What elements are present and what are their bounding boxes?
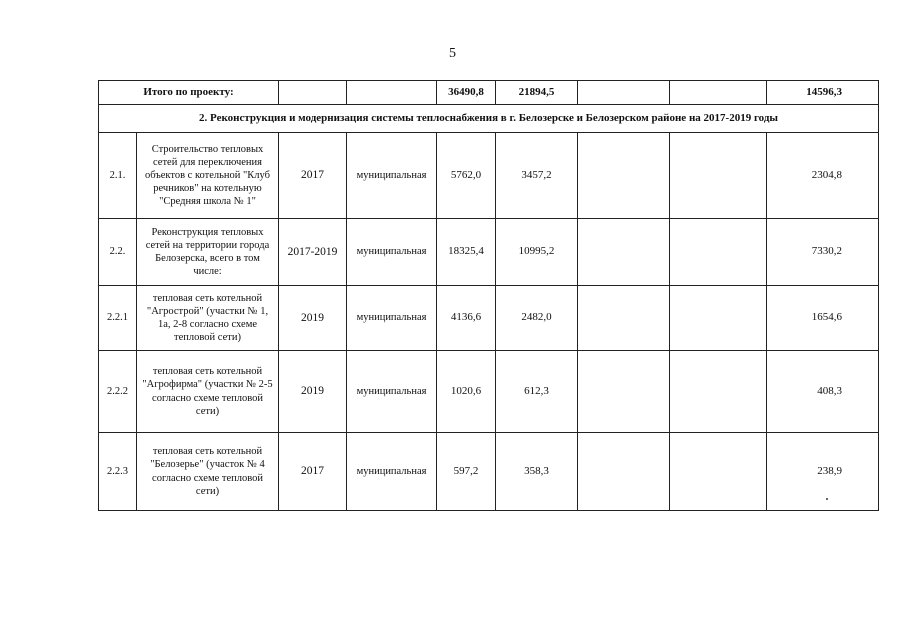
row-value-last: 238,9 (767, 433, 879, 511)
row-description: Реконструкция тепловых сетей на территории города Белозерска, всего в том числе: (137, 219, 279, 286)
empty-cell (670, 133, 767, 219)
row-value-1: 1020,6 (437, 351, 496, 433)
row-value-2: 358,3 (496, 433, 578, 511)
table-row (99, 351, 879, 433)
row-value-last: 7330,2 (767, 219, 879, 286)
row-value-2: 3457,2 (496, 133, 578, 219)
row-ownership: муниципальная (347, 433, 437, 511)
table-row (99, 286, 879, 351)
row-description: тепловая сеть котельной "Белозерье" (участок № 4 согласно схеме тепловой сети) (137, 433, 279, 511)
row-value-last: 408,3 (767, 351, 879, 433)
row-number: 2.2. (99, 219, 137, 286)
row-value-1: 4136,6 (437, 286, 496, 351)
table-row (99, 219, 879, 286)
total-value-2: 21894,5 (496, 81, 578, 105)
row-number: 2.2.2 (99, 351, 137, 433)
row-value-2: 612,3 (496, 351, 578, 433)
total-row (99, 81, 879, 105)
table-row (99, 133, 879, 219)
row-value-last: 1654,6 (767, 286, 879, 351)
empty-cell (670, 219, 767, 286)
table-row (99, 433, 879, 511)
row-value-1: 597,2 (437, 433, 496, 511)
row-year: 2017-2019 (279, 219, 347, 286)
total-label: Итого по проекту: (99, 81, 279, 105)
empty-cell (670, 351, 767, 433)
empty-cell (578, 81, 670, 105)
row-number: 2.1. (99, 133, 137, 219)
total-value-1: 36490,8 (437, 81, 496, 105)
row-description: тепловая сеть котельной "Агрострой" (участки № 1, 1а, 2-8 согласно схеме тепловой сети) (137, 286, 279, 351)
empty-cell (578, 433, 670, 511)
scan-speck (826, 498, 828, 500)
row-value-1: 18325,4 (437, 219, 496, 286)
row-value-2: 10995,2 (496, 219, 578, 286)
row-ownership: муниципальная (347, 351, 437, 433)
row-ownership: муниципальная (347, 133, 437, 219)
row-year: 2019 (279, 351, 347, 433)
section-row (99, 105, 879, 133)
row-description: тепловая сеть котельной "Агрофирма" (участки № 2-5 согласно схеме тепловой сети) (137, 351, 279, 433)
row-value-2: 2482,0 (496, 286, 578, 351)
row-year: 2017 (279, 433, 347, 511)
empty-cell (279, 81, 347, 105)
empty-cell (578, 133, 670, 219)
row-ownership: муниципальная (347, 219, 437, 286)
row-value-1: 5762,0 (437, 133, 496, 219)
row-description: Строительство тепловых сетей для переключения объектов с котельной "Клуб речников" на котельную "Средняя школа № 1" (137, 133, 279, 219)
total-value-3: 14596,3 (767, 81, 879, 105)
row-year: 2017 (279, 133, 347, 219)
row-value-last: 2304,8 (767, 133, 879, 219)
empty-cell (578, 286, 670, 351)
section-title: 2. Реконструкция и модернизация системы теплоснабжения в г. Белозерске и Белозерском районе на 2017-2019 годы (99, 105, 879, 133)
empty-cell (670, 81, 767, 105)
row-number: 2.2.3 (99, 433, 137, 511)
empty-cell (578, 219, 670, 286)
row-ownership: муниципальная (347, 286, 437, 351)
empty-cell (670, 286, 767, 351)
empty-cell (670, 433, 767, 511)
row-year: 2019 (279, 286, 347, 351)
page-number: 5 (449, 46, 456, 61)
empty-cell (578, 351, 670, 433)
program-table (98, 80, 879, 511)
row-number: 2.2.1 (99, 286, 137, 351)
empty-cell (347, 81, 437, 105)
